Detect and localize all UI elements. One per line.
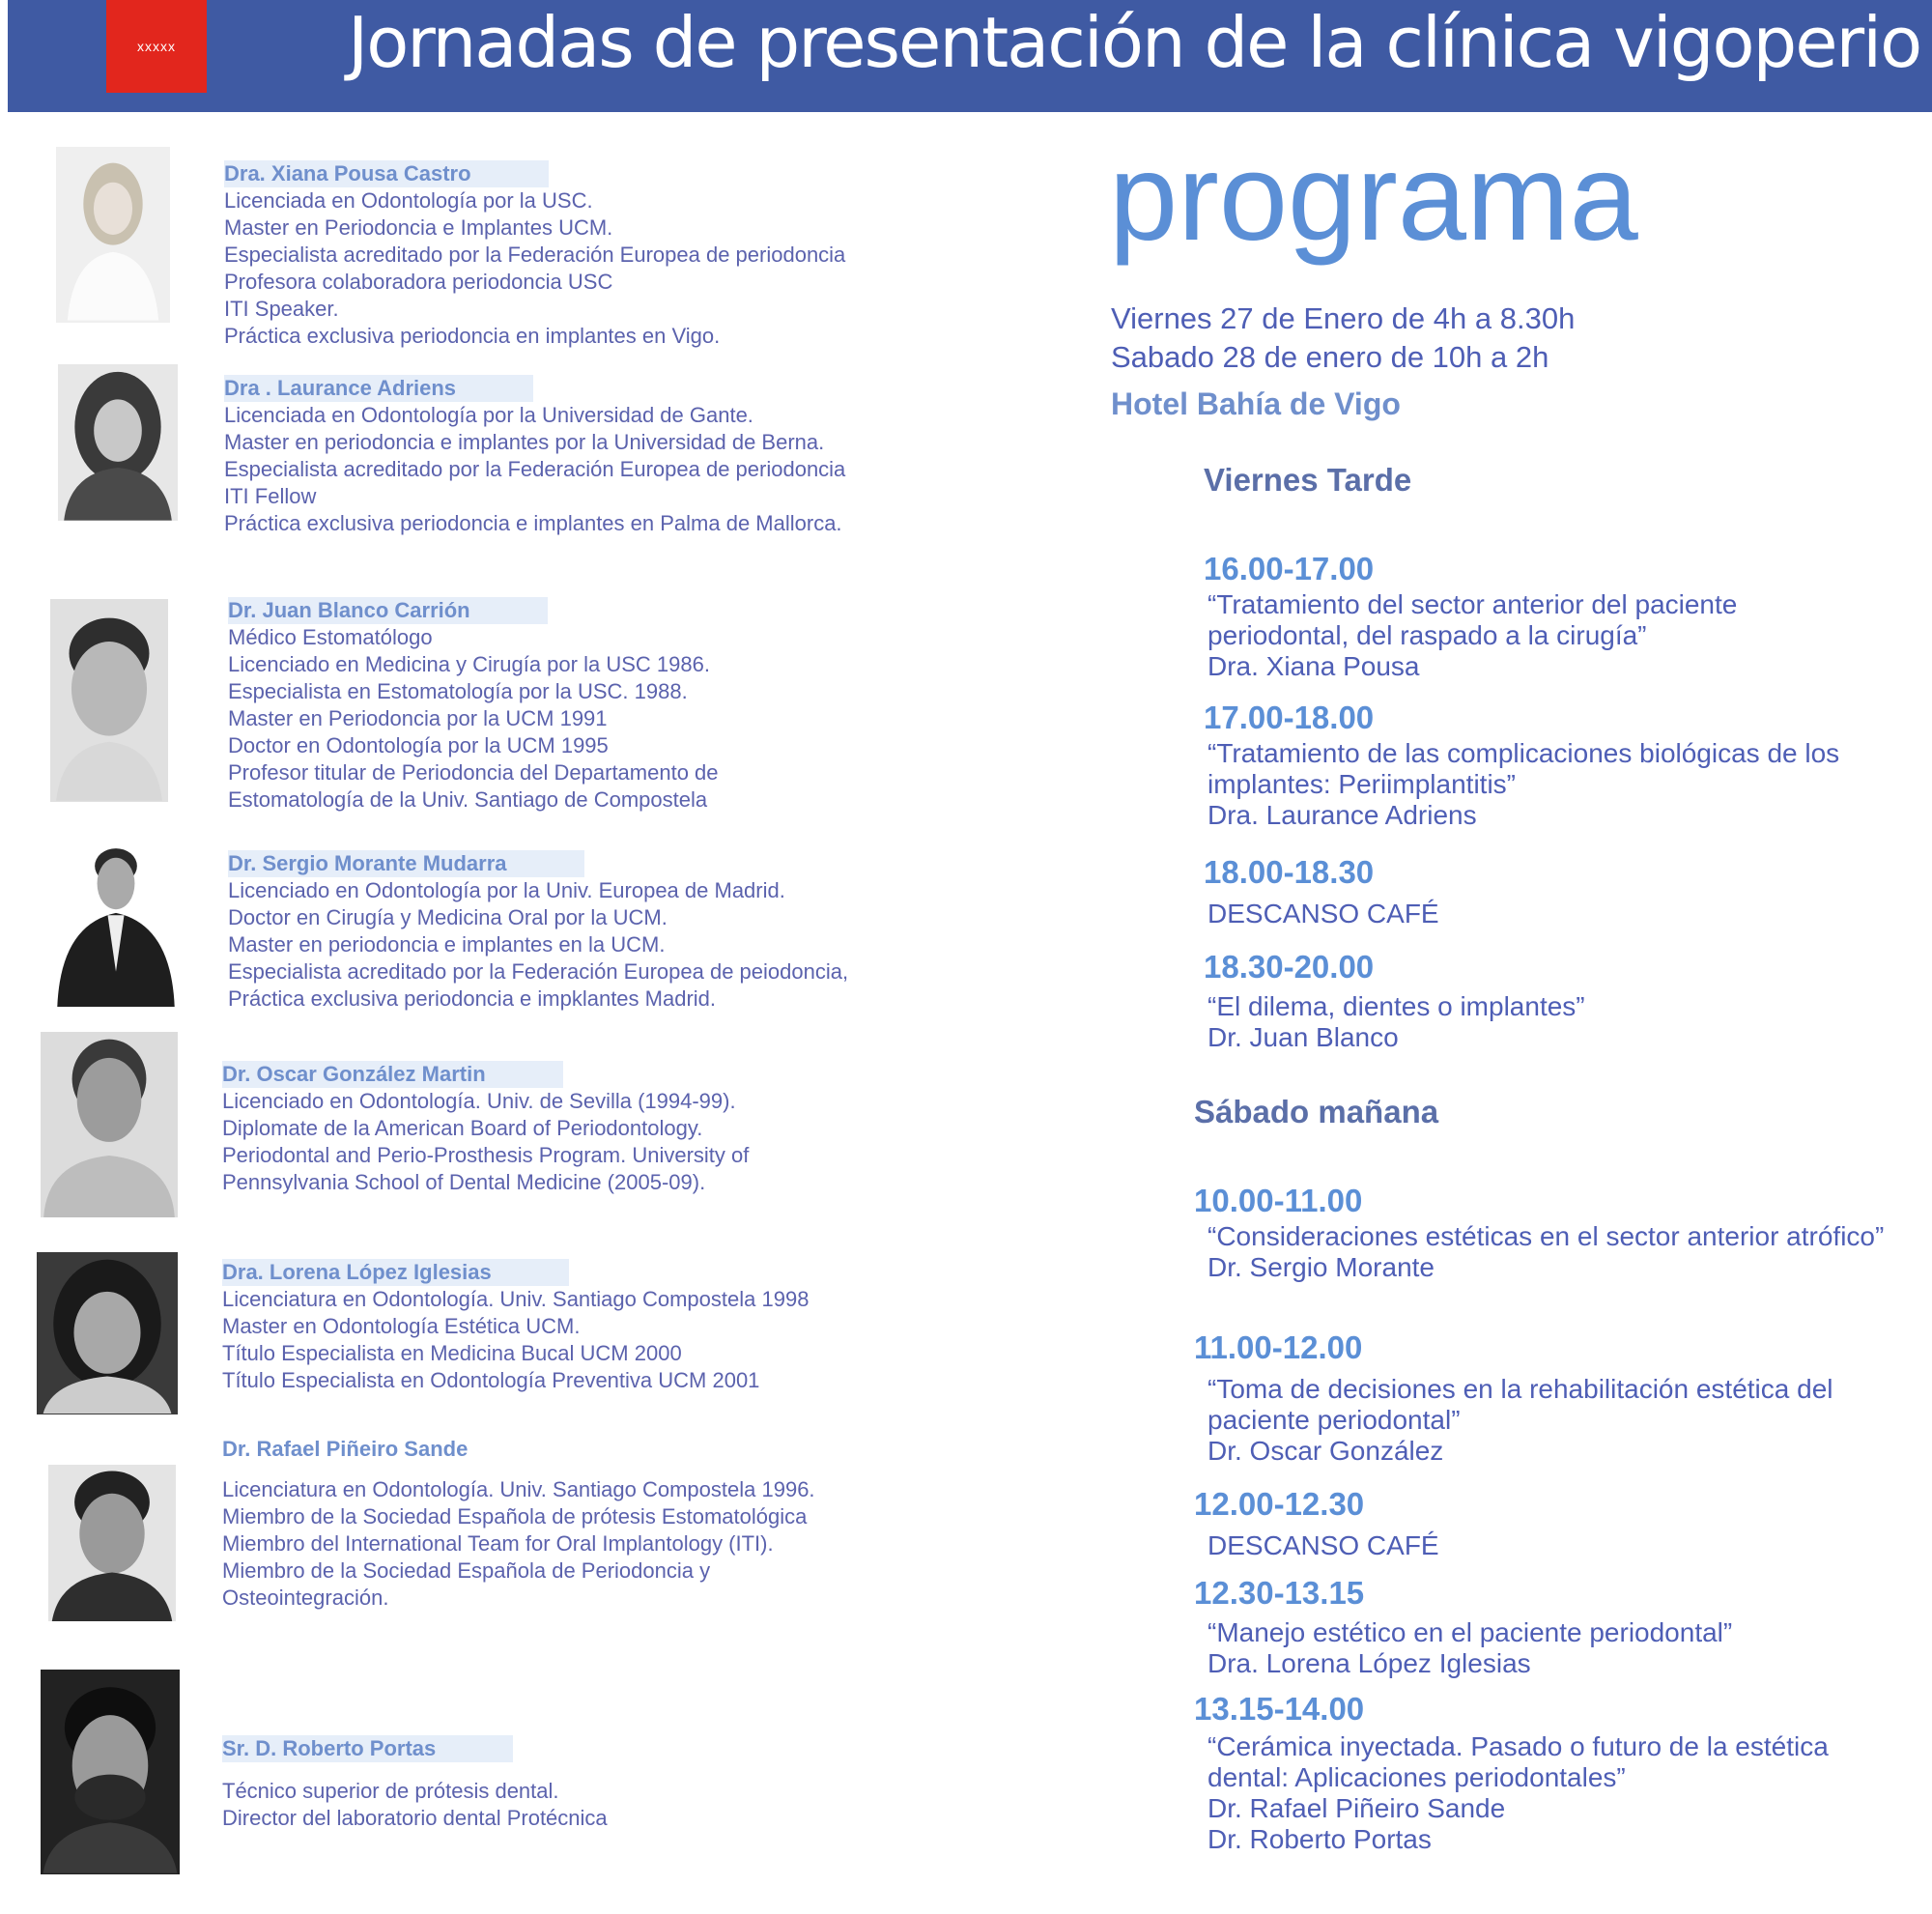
bio-line: Director del laboratorio dental Protécnica: [222, 1806, 608, 1830]
session-line: “El dilema, dientes o implantes”: [1208, 991, 1585, 1021]
session-time: 12.30-13.15: [1194, 1575, 1365, 1611]
speaker-photo-7: [48, 1465, 176, 1621]
session-detail: [1208, 899, 1439, 929]
bio-line: Especialista acreditado por la Federación Europea de periodoncia: [224, 243, 846, 267]
session-line: “Cerámica inyectada. Pasado o futuro de la estética: [1208, 1731, 1829, 1761]
session-detail: [1208, 1731, 1829, 1855]
session-line: DESCANSO CAFÉ: [1208, 899, 1439, 928]
speaker-name: Dr. Oscar González Martin: [222, 1061, 563, 1088]
session-detail: [1208, 1374, 1833, 1467]
session-time: 10.00-11.00: [1194, 1183, 1363, 1218]
speaker-bio-8: [222, 1735, 608, 1832]
bio-line: Licenciado en Odontología por la Univ. Europea de Madrid.: [228, 878, 785, 902]
bio-line: Estomatología de la Univ. Santiago de Compostela: [228, 787, 708, 812]
speaker-bio-4: [228, 850, 848, 1013]
section-title-saturday: Sábado mañana: [1194, 1094, 1439, 1129]
section-title-friday: Viernes Tarde: [1204, 462, 1412, 498]
session-time: 18.00-18.30: [1204, 854, 1375, 890]
session-line: DESCANSO CAFÉ: [1208, 1530, 1439, 1560]
speaker-name: Sr. D. Roberto Portas: [222, 1735, 513, 1762]
session-line: “Toma de decisiones en la rehabilitación estética del: [1208, 1374, 1833, 1404]
session-line: Dr. Sergio Morante: [1208, 1252, 1435, 1282]
speaker-name: Dr. Rafael Piñeiro Sande: [222, 1437, 469, 1461]
speaker-photo-2: [58, 364, 178, 521]
session-line: Dr. Rafael Piñeiro Sande: [1208, 1793, 1506, 1823]
session-time: 17.00-18.00: [1204, 700, 1375, 735]
session-time: 12.00-12.30: [1194, 1486, 1365, 1522]
bio-line: Título Especialista en Medicina Bucal UCM 2000: [222, 1341, 682, 1365]
session-line: paciente periodontal”: [1208, 1405, 1461, 1435]
bio-line: Master en periodoncia e implantes en la UCM.: [228, 932, 666, 957]
speaker-name: Dra . Laurance Adriens: [224, 375, 533, 402]
bio-line: Pennsylvania School of Dental Medicine (2005-09).: [222, 1170, 706, 1194]
speaker-bio-1: [224, 160, 845, 350]
bio-line: Periodontal and Perio-Prosthesis Program. University of: [222, 1143, 750, 1167]
bio-line: Diplomate de la American Board of Periodontology.: [222, 1116, 703, 1140]
session-line: dental: Aplicaciones periodontales”: [1208, 1762, 1626, 1792]
speaker-photo-4: [50, 843, 182, 1007]
bio-line: Especialista en Estomatología por la USC. 1988.: [228, 679, 688, 703]
bio-line: Licenciada en Odontología por la USC.: [224, 188, 593, 213]
bio-line: Práctica exclusiva periodoncia e implantes en Palma de Mallorca.: [224, 511, 842, 535]
bio-line: ITI Speaker.: [224, 297, 339, 321]
session-line: Dr. Juan Blanco: [1208, 1022, 1399, 1052]
session-detail: [1208, 1617, 1732, 1679]
bio-line: Doctor en Cirugía y Medicina Oral por la UCM.: [228, 905, 668, 929]
session-line: “Tratamiento de las complicaciones biológicas de los: [1208, 738, 1840, 768]
session-line: “Tratamiento del sector anterior del paciente: [1208, 589, 1738, 619]
page-title: Jornadas de presentación de la clínica vigoperio: [348, 2, 1921, 83]
bio-line: Práctica exclusiva periodoncia e impklantes Madrid.: [228, 986, 717, 1011]
bio-line: Master en periodoncia e implantes por la Universidad de Berna.: [224, 430, 825, 454]
bio-line: Profesora colaboradora periodoncia USC: [224, 270, 613, 294]
bio-line: Práctica exclusiva periodoncia en implantes en Vigo.: [224, 324, 721, 348]
date-line: Sabado 28 de enero de 10h a 2h: [1111, 340, 1549, 374]
bio-line: Licenciada en Odontología por la Universidad de Gante.: [224, 403, 753, 427]
programa-heading: programa: [1109, 129, 1638, 267]
speaker-bio-5: [222, 1061, 749, 1196]
session-line: periodontal, del raspado a la cirugía”: [1208, 620, 1647, 650]
speaker-photo-1: [56, 147, 170, 323]
logo: xxxxx: [106, 0, 207, 93]
speaker-photo-6: [37, 1252, 178, 1414]
bio-line: Miembro de la Sociedad Española de Periodoncia y: [222, 1558, 711, 1583]
bio-line: Osteointegración.: [222, 1585, 389, 1610]
session-line: Dra. Lorena López Iglesias: [1208, 1648, 1531, 1678]
bio-line: ITI Fellow: [224, 484, 317, 508]
session-line: Dra. Xiana Pousa: [1208, 651, 1420, 681]
speaker-photo-8: [41, 1670, 180, 1874]
bio-line: Título Especialista en Odontología Preventiva UCM 2001: [222, 1368, 760, 1392]
bio-line: Técnico superior de prótesis dental.: [222, 1779, 559, 1803]
session-line: Dr. Roberto Portas: [1208, 1824, 1432, 1854]
bio-line: Miembro del International Team for Oral Implantology (ITI).: [222, 1531, 774, 1556]
speaker-bio-6: [222, 1259, 809, 1394]
session-detail: [1208, 991, 1585, 1053]
venue: Hotel Bahía de Vigo: [1111, 386, 1401, 421]
bio-line: Master en Odontología Estética UCM.: [222, 1314, 581, 1338]
bio-line: Master en Periodoncia por la UCM 1991: [228, 706, 608, 730]
session-line: “Manejo estético en el paciente periodontal”: [1208, 1617, 1733, 1647]
speaker-photo-5: [41, 1032, 178, 1217]
header-bar: [8, 0, 1932, 112]
speaker-name: Dr. Juan Blanco Carrión: [228, 597, 548, 624]
bio-line: Licenciatura en Odontología. Univ. Santiago Compostela 1996.: [222, 1477, 815, 1501]
speaker-name: Dr. Sergio Morante Mudarra: [228, 850, 584, 877]
speaker-photo-3: [50, 599, 168, 802]
bio-line: Miembro de la Sociedad Española de prótesis Estomatológica: [222, 1504, 808, 1528]
bio-line: Especialista acreditado por la Federación Europea de periodoncia: [224, 457, 846, 481]
date-line: Viernes 27 de Enero de 4h a 8.30h: [1111, 301, 1576, 335]
bio-line: Licenciado en Medicina y Cirugía por la USC 1986.: [228, 652, 710, 676]
speaker-name: Dra. Lorena López Iglesias: [222, 1259, 569, 1286]
session-detail: [1208, 1530, 1439, 1561]
session-line: implantes: Periimplantitis”: [1208, 769, 1516, 799]
session-time: 11.00-12.00: [1194, 1329, 1363, 1365]
bio-line: Doctor en Odontología por la UCM 1995: [228, 733, 609, 757]
session-time: 13.15-14.00: [1194, 1691, 1365, 1727]
session-detail: [1208, 1221, 1884, 1283]
session-detail: [1208, 589, 1737, 682]
bio-line: Especialista acreditado por la Federación Europea de peiodoncia,: [228, 959, 849, 984]
bio-line: Profesor titular de Periodoncia del Departamento de: [228, 760, 719, 785]
session-detail: [1208, 738, 1839, 831]
bio-line: Master en Periodoncia e Implantes UCM.: [224, 215, 613, 240]
session-line: Dr. Oscar González: [1208, 1436, 1444, 1466]
bio-line: Médico Estomatólogo: [228, 625, 433, 649]
session-line: “Consideraciones estéticas en el sector anterior atrófico”: [1208, 1221, 1885, 1251]
speaker-bio-3: [228, 597, 719, 814]
session-time: 18.30-20.00: [1204, 949, 1375, 985]
speaker-name: Dra. Xiana Pousa Castro: [224, 160, 549, 187]
session-time: 16.00-17.00: [1204, 551, 1375, 586]
session-line: Dra. Laurance Adriens: [1208, 800, 1477, 830]
bio-line: Licenciatura en Odontología. Univ. Santiago Compostela 1998: [222, 1287, 810, 1311]
speaker-bio-2: [224, 375, 845, 537]
speaker-bio-7: [222, 1436, 815, 1612]
bio-line: Licenciado en Odontología. Univ. de Sevilla (1994-99).: [222, 1089, 736, 1113]
